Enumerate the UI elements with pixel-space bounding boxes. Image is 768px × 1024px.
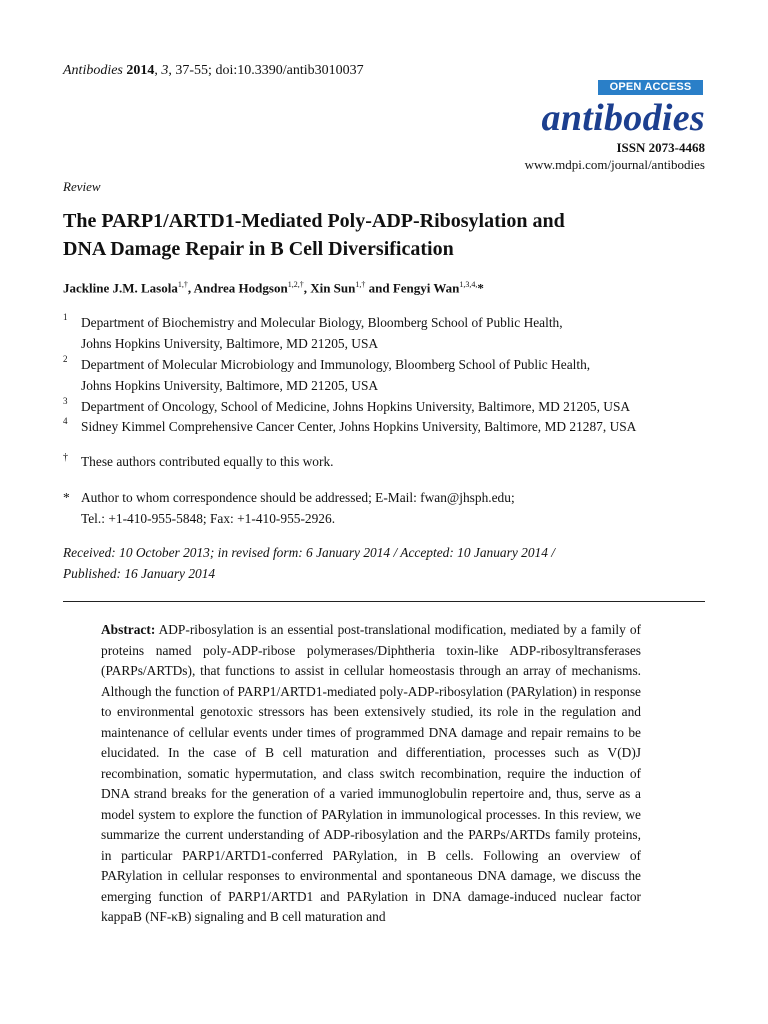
affiliation-number: 2 bbox=[63, 354, 68, 364]
affiliation-number: 1 bbox=[63, 312, 68, 322]
asterisk-symbol: * bbox=[63, 490, 70, 505]
horizontal-divider bbox=[63, 601, 705, 602]
abstract-label: Abstract: bbox=[101, 622, 156, 637]
citation-line: Antibodies 2014, 3, 37-55; doi:10.3390/antib3010037 bbox=[63, 63, 364, 78]
publication-dates bbox=[63, 542, 703, 584]
author-affiliation-marks: 1,† bbox=[355, 280, 366, 289]
affiliation-line: Johns Hopkins University, Baltimore, MD 21205, USA bbox=[81, 378, 379, 393]
journal-logo: antibodies bbox=[541, 97, 705, 139]
title-line-1: The PARP1/ARTD1-Mediated Poly-ADP-Ribosylation and bbox=[63, 210, 565, 232]
author-affiliation-marks: 1,2,† bbox=[287, 280, 304, 289]
correspondence-line-1: Author to whom correspondence should be addressed; E-Mail: fwan@jhsph.edu; bbox=[81, 490, 515, 505]
article-title bbox=[63, 207, 713, 263]
dates-line-2: Published: 16 January 2014 bbox=[63, 566, 216, 581]
article-type: Review bbox=[63, 179, 101, 194]
citation-journal: Antibodies bbox=[63, 63, 123, 78]
author-name: Xin Sun bbox=[310, 280, 356, 296]
abstract-text: ADP-ribosylation is an essential post-translational modification, mediated by a family of proteins named poly-ADP-ribose polymerases/Diphtheria toxin-like ADP-ribosyltransferases (PARPs/ARTDs), that functions to assist in cellular homeostasis through an array of mechanisms. Although the function of PARP1/ARTD1-mediated poly-ADP-ribosylation (PARylation) in response to environmental genotoxic stressors has been extensively studied, its role in the regulation and maintenance of cellular events under times of programmed DNA damage and repair remains to be elucidated. In the case of B cell maturation and differentiation, processes such as V(D)J recombination, somatic hypermutation, and class switch recombination, require the induction of DNA strand breaks for the generation of a varied immunoglobulin repertoire and, thus, serve as a model system to explore the function of PARylation in immunological processes. In this review, we summarize the current understanding of ADP-ribosylation and the PARPs/ARTDs family proteins, in particular PARP1/ARTD1-conferred PARylation, in B cells. Following an overview of PARylation in cellular responses to environmental and spontaneous DNA damage, we discuss the emerging function of PARP1/ARTD1 and PARylation in DNA damage-induced nuclear factor kappaB (NF-κB) signaling and B cell maturation and bbox=[101, 622, 642, 924]
equal-contribution-text: These authors contributed equally to this work. bbox=[81, 454, 334, 469]
author-name: Andrea Hodgson bbox=[193, 280, 288, 296]
journal-url[interactable]: www.mdpi.com/journal/antibodies bbox=[524, 157, 705, 172]
affiliation-line: Department of Biochemistry and Molecular Biology, Bloomberg School of Public Health, bbox=[81, 315, 563, 330]
affiliation-line: Department of Oncology, School of Medicine, Johns Hopkins University, Baltimore, MD 21205, USA bbox=[81, 399, 631, 414]
affiliation-line: Department of Molecular Microbiology and Immunology, Bloomberg School of Public Health, bbox=[81, 357, 591, 372]
dagger-symbol: † bbox=[63, 452, 68, 463]
author-affiliation-marks: 1,† bbox=[177, 280, 188, 289]
corresponding-star: * bbox=[477, 280, 484, 296]
author-separator: and bbox=[365, 280, 393, 296]
citation-rest: , 37-55; doi:10.3390/antib3010037 bbox=[168, 63, 364, 78]
citation-volume: 3 bbox=[161, 63, 169, 78]
title-line-2: DNA Damage Repair in B Cell Diversification bbox=[63, 238, 454, 260]
abstract bbox=[101, 620, 641, 928]
open-access-badge: OPEN ACCESS bbox=[598, 80, 703, 95]
author-separator: , bbox=[303, 280, 311, 296]
author-affiliation-marks: 1,3,4, bbox=[459, 280, 478, 289]
author-name: Jackline J.M. Lasola bbox=[63, 280, 178, 296]
affiliation-number: 3 bbox=[63, 396, 68, 406]
author-list bbox=[63, 280, 484, 296]
affiliation-number: 4 bbox=[63, 416, 68, 426]
author-name: Fengyi Wan bbox=[392, 280, 460, 296]
affiliation-line: Johns Hopkins University, Baltimore, MD 21205, USA bbox=[81, 336, 379, 351]
citation-year: 2014 bbox=[126, 63, 155, 78]
author-separator: , bbox=[187, 280, 194, 296]
dates-line-1: Received: 10 October 2013; in revised form: 6 January 2014 / Accepted: 10 January 2014 / bbox=[63, 545, 555, 560]
affiliation-line: Sidney Kimmel Comprehensive Cancer Center, Johns Hopkins University, Baltimore, MD 21287, USA bbox=[81, 419, 637, 434]
issn: ISSN 2073-4468 bbox=[616, 140, 705, 155]
correspondence-line-2: Tel.: +1-410-955-5848; Fax: +1-410-955-2926. bbox=[81, 511, 336, 526]
